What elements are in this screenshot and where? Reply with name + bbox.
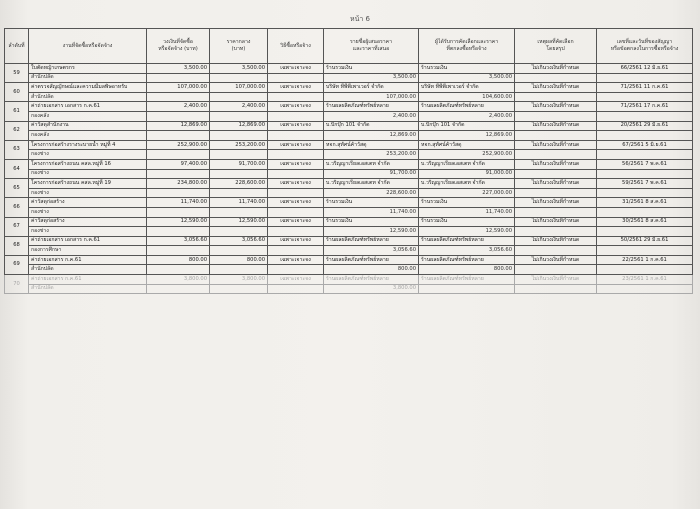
- row-median: 3,056.60: [210, 236, 268, 246]
- row-bidder-price: 3,500.00: [324, 73, 419, 83]
- row-winner-price: 12,590.00: [419, 227, 515, 237]
- header-winner: ผู้ได้รับการคัดเลือกและราคา ที่ตกลงซื้อหรือจ้าง: [419, 29, 515, 64]
- row-median: 3,800.00: [210, 275, 268, 285]
- row-contract: 71/2561 11 ก.ค.61: [597, 83, 693, 93]
- table-row: [5, 121, 693, 131]
- empty-cell: [597, 169, 693, 179]
- row-item: ค่าวัสดุสำนักงาน: [29, 121, 147, 131]
- row-winner: ร้านรวมเงิน: [419, 64, 515, 74]
- row-bidder-price: 3,800.00: [324, 284, 419, 294]
- header-bidders: รายชื่อผู้เสนอราคา และราคาที่เสนอ: [324, 29, 419, 64]
- empty-cell: [268, 227, 324, 237]
- procurement-table: [4, 28, 693, 294]
- row-winner-price: 800.00: [419, 265, 515, 275]
- row-bidder: ร้านรวมเงิน: [324, 64, 419, 74]
- empty-cell: [210, 284, 268, 294]
- row-budget: 3,500.00: [147, 64, 210, 74]
- empty-cell: [268, 207, 324, 217]
- row-no: 63: [5, 140, 29, 159]
- row-reason: ไม่เกินวงเงินที่กำหนด: [515, 140, 597, 150]
- row-no: 66: [5, 198, 29, 217]
- row-reason: ไม่เกินวงเงินที่กำหนด: [515, 83, 597, 93]
- table-row: [5, 102, 693, 112]
- empty-cell: [597, 131, 693, 141]
- table-row-detail: [5, 207, 693, 217]
- row-bidder: ร้านผลผลิตภัณฑ์ทรัพย์หลาย: [324, 102, 419, 112]
- row-contract: 50/2561 29 มิ.ย.61: [597, 236, 693, 246]
- row-no: 69: [5, 255, 29, 274]
- row-item: โครงการก่อสร้างรางระบายน้ำ หมู่ที่ 4: [29, 140, 147, 150]
- row-reason: ไม่เกินวงเงินที่กำหนด: [515, 275, 597, 285]
- row-bidder-price: 2,400.00: [324, 111, 419, 121]
- row-winner: หจก.สุทัศน์ค้าวัสดุ: [419, 140, 515, 150]
- row-winner: บ.วริญญาเรียลเอสเตท จำกัด: [419, 159, 515, 169]
- empty-cell: [268, 188, 324, 198]
- empty-cell: [515, 265, 597, 275]
- row-bidder: ร้านผลผลิตภัณฑ์ทรัพย์หลาย: [324, 275, 419, 285]
- row-department: กองคลัง: [29, 131, 147, 141]
- empty-cell: [147, 111, 210, 121]
- empty-cell: [147, 169, 210, 179]
- empty-cell: [147, 188, 210, 198]
- row-reason: ไม่เกินวงเงินที่กำหนด: [515, 121, 597, 131]
- empty-cell: [515, 73, 597, 83]
- table-row-detail: [5, 169, 693, 179]
- row-bidder-price: 107,000.00: [324, 92, 419, 102]
- table-row: [5, 159, 693, 169]
- row-winner: ร้านผลผลิตภัณฑ์ทรัพย์หลาย: [419, 102, 515, 112]
- table-row: [5, 140, 693, 150]
- empty-cell: [268, 169, 324, 179]
- row-median: 800.00: [210, 255, 268, 265]
- row-contract: 23/2561 1 ก.ค.61: [597, 275, 693, 285]
- row-budget: 234,800.00: [147, 179, 210, 189]
- row-department: กองช่าง: [29, 188, 147, 198]
- table-row-detail: [5, 246, 693, 256]
- row-department: สำนักปลัด: [29, 284, 147, 294]
- header-median: ราคากลาง (บาท): [210, 29, 268, 64]
- empty-cell: [515, 92, 597, 102]
- row-budget: 2,400.00: [147, 102, 210, 112]
- row-median: 91,700.00: [210, 159, 268, 169]
- empty-cell: [210, 131, 268, 141]
- row-winner: ร้านผลผลิตภัณฑ์ทรัพย์หลาย: [419, 236, 515, 246]
- row-median: 12,869.00: [210, 121, 268, 131]
- row-budget: 12,590.00: [147, 217, 210, 227]
- row-method: เฉพาะเจาะจง: [268, 83, 324, 93]
- empty-cell: [268, 284, 324, 294]
- empty-cell: [597, 246, 693, 256]
- empty-cell: [268, 73, 324, 83]
- empty-cell: [597, 73, 693, 83]
- empty-cell: [147, 73, 210, 83]
- row-contract: 20/2561 29 มิ.ย.61: [597, 121, 693, 131]
- row-item: ค่าวัสดุก่อสร้าง: [29, 217, 147, 227]
- empty-cell: [147, 150, 210, 160]
- row-bidder-price: 11,740.00: [324, 207, 419, 217]
- row-department: สำนักปลัด: [29, 92, 147, 102]
- table-row: [5, 198, 693, 208]
- row-department: กองคลัง: [29, 111, 147, 121]
- row-winner-price: 3,056.60: [419, 246, 515, 256]
- row-winner-price: [419, 284, 515, 294]
- row-method: เฉพาะเจาะจง: [268, 236, 324, 246]
- row-winner-price: 11,740.00: [419, 207, 515, 217]
- empty-cell: [268, 131, 324, 141]
- row-winner-price: 91,000.00: [419, 169, 515, 179]
- row-winner: ร้านรวมเงิน: [419, 217, 515, 227]
- empty-cell: [268, 265, 324, 275]
- row-bidder: ร้านผลผลิตภัณฑ์ทรัพย์หลาย: [324, 255, 419, 265]
- header-no: ลำดับที่: [5, 29, 29, 64]
- empty-cell: [268, 246, 324, 256]
- row-winner: บ.วริญญาเรียลเอสเตท จำกัด: [419, 179, 515, 189]
- table-row: [5, 217, 693, 227]
- row-winner: ร้านรวมเงิน: [419, 198, 515, 208]
- row-bidder-price: 12,590.00: [324, 227, 419, 237]
- page-number: หน้า 6: [349, 15, 370, 23]
- empty-cell: [268, 92, 324, 102]
- row-winner: ร้านผลผลิตภัณฑ์ทรัพย์หลาย: [419, 275, 515, 285]
- table-row-detail: [5, 265, 693, 275]
- row-median: 228,600.00: [210, 179, 268, 189]
- table-row: [5, 179, 693, 189]
- row-bidder: บ.วริญญาเรียลเอสเตท จำกัด: [324, 179, 419, 189]
- row-median: 12,590.00: [210, 217, 268, 227]
- row-reason: ไม่เกินวงเงินที่กำหนด: [515, 159, 597, 169]
- row-method: เฉพาะเจาะจง: [268, 217, 324, 227]
- row-bidder: บริษัท ทีพีพีเพาเวอร์ จำกัด: [324, 83, 419, 93]
- empty-cell: [210, 207, 268, 217]
- row-item: ค่าถ่ายเอกสาร ก.ค.61: [29, 275, 147, 285]
- row-department: กองช่าง: [29, 227, 147, 237]
- row-reason: ไม่เกินวงเงินที่กำหนด: [515, 102, 597, 112]
- table-row-detail: [5, 284, 693, 294]
- row-bidder: หจก.สุทัศน์ค้าวัสดุ: [324, 140, 419, 150]
- row-department: กองการศึกษา: [29, 246, 147, 256]
- table-body: [5, 64, 693, 294]
- row-budget: 800.00: [147, 255, 210, 265]
- row-contract: 66/2561 12 มิ.ย.61: [597, 64, 693, 74]
- empty-cell: [515, 284, 597, 294]
- row-budget: 12,869.00: [147, 121, 210, 131]
- header-reason: เหตุผลที่คัดเลือก โดยสรุป: [515, 29, 597, 64]
- row-no: 67: [5, 217, 29, 236]
- row-contract: 56/2561 7 พ.ค.61: [597, 159, 693, 169]
- empty-cell: [147, 227, 210, 237]
- empty-cell: [515, 131, 597, 141]
- row-method: เฉพาะเจาะจง: [268, 64, 324, 74]
- empty-cell: [515, 188, 597, 198]
- empty-cell: [147, 246, 210, 256]
- row-department: กองช่าง: [29, 207, 147, 217]
- row-method: เฉพาะเจาะจง: [268, 179, 324, 189]
- row-reason: ไม่เกินวงเงินที่กำหนด: [515, 179, 597, 189]
- row-contract: 31/2561 8 ส.ค.61: [597, 198, 693, 208]
- row-no: 62: [5, 121, 29, 140]
- row-reason: ไม่เกินวงเงินที่กำหนด: [515, 255, 597, 265]
- row-bidder-price: 228,600.00: [324, 188, 419, 198]
- empty-cell: [147, 265, 210, 275]
- row-method: เฉพาะเจาะจง: [268, 121, 324, 131]
- row-winner-price: 12,869.00: [419, 131, 515, 141]
- row-method: เฉพาะเจาะจง: [268, 198, 324, 208]
- empty-cell: [268, 150, 324, 160]
- empty-cell: [597, 284, 693, 294]
- table-header-row: [5, 29, 693, 64]
- row-bidder: บ.บิ๊กบุ๊ก 101 จำกัด: [324, 121, 419, 131]
- table-row: [5, 236, 693, 246]
- row-method: เฉพาะเจาะจง: [268, 102, 324, 112]
- row-median: 2,400.00: [210, 102, 268, 112]
- row-winner-price: 227,000.00: [419, 188, 515, 198]
- row-winner-price: 252,900.00: [419, 150, 515, 160]
- header-item: งานที่จัดซื้อหรือจัดจ้าง: [29, 29, 147, 64]
- empty-cell: [147, 207, 210, 217]
- row-item: ใบตัดหญ้าเกษตรกร: [29, 64, 147, 74]
- row-item: โครงการก่อสร้างถนน คสล.หมู่ที่ 16: [29, 159, 147, 169]
- empty-cell: [210, 265, 268, 275]
- row-budget: 107,000.00: [147, 83, 210, 93]
- empty-cell: [597, 207, 693, 217]
- row-department: สำนักปลัด: [29, 73, 147, 83]
- empty-cell: [210, 188, 268, 198]
- row-reason: ไม่เกินวงเงินที่กำหนด: [515, 198, 597, 208]
- row-bidder-price: 800.00: [324, 265, 419, 275]
- row-no: 59: [5, 64, 29, 83]
- row-reason: ไม่เกินวงเงินที่กำหนด: [515, 64, 597, 74]
- row-department: สำนักปลัด: [29, 265, 147, 275]
- row-winner-price: 3,500.00: [419, 73, 515, 83]
- row-department: กองช่าง: [29, 150, 147, 160]
- row-winner: ร้านผลผลิตภัณฑ์ทรัพย์หลาย: [419, 255, 515, 265]
- empty-cell: [210, 246, 268, 256]
- row-contract: 30/2561 8 ส.ค.61: [597, 217, 693, 227]
- row-no: 64: [5, 159, 29, 178]
- table-row-detail: [5, 131, 693, 141]
- row-contract: 71/2561 17 ก.ค.61: [597, 102, 693, 112]
- row-no: 60: [5, 83, 29, 102]
- row-budget: 3,056.60: [147, 236, 210, 246]
- table-row-detail: [5, 111, 693, 121]
- row-item: ค่าถ่ายเอกสาร เอกสาร ก.ค.61: [29, 102, 147, 112]
- empty-cell: [210, 92, 268, 102]
- row-median: 107,000.00: [210, 83, 268, 93]
- row-bidder-price: 253,200.00: [324, 150, 419, 160]
- table-row-detail: [5, 227, 693, 237]
- header-contract: เลขที่และวันที่ของสัญญา หรือข้อตกลงในการซื้อหรือจ้าง: [597, 29, 693, 64]
- table-row-detail: [5, 188, 693, 198]
- row-method: เฉพาะเจาะจง: [268, 140, 324, 150]
- row-method: เฉพาะเจาะจง: [268, 275, 324, 285]
- empty-cell: [597, 265, 693, 275]
- row-item: ค่าถ่ายเอกสาร เอกสาร ก.ค.61: [29, 236, 147, 246]
- empty-cell: [515, 150, 597, 160]
- table-row-detail: [5, 92, 693, 102]
- empty-cell: [515, 246, 597, 256]
- row-winner-price: 104,600.00: [419, 92, 515, 102]
- row-item: ค่าวัสดุก่อสร้าง: [29, 198, 147, 208]
- row-item: ค่าตรวจสัญญักษณ์และความมีมลพิษอาหรับ: [29, 83, 147, 93]
- empty-cell: [515, 207, 597, 217]
- row-budget: 97,400.00: [147, 159, 210, 169]
- row-bidder-price: 12,869.00: [324, 131, 419, 141]
- row-budget: 11,740.00: [147, 198, 210, 208]
- empty-cell: [597, 150, 693, 160]
- row-median: 11,740.00: [210, 198, 268, 208]
- empty-cell: [268, 111, 324, 121]
- empty-cell: [210, 169, 268, 179]
- row-no: 65: [5, 179, 29, 198]
- table-row: [5, 255, 693, 265]
- empty-cell: [210, 227, 268, 237]
- empty-cell: [597, 111, 693, 121]
- row-bidder: ร้านรวมเงิน: [324, 217, 419, 227]
- row-no: 68: [5, 236, 29, 255]
- row-reason: ไม่เกินวงเงินที่กำหนด: [515, 236, 597, 246]
- row-method: เฉพาะเจาะจง: [268, 159, 324, 169]
- row-budget: 3,800.00: [147, 275, 210, 285]
- row-item: โครงการก่อสร้างถนน คสล.หมู่ที่ 19: [29, 179, 147, 189]
- empty-cell: [515, 111, 597, 121]
- row-winner-price: 2,400.00: [419, 111, 515, 121]
- empty-cell: [210, 150, 268, 160]
- empty-cell: [147, 131, 210, 141]
- empty-cell: [597, 92, 693, 102]
- table-row: [5, 275, 693, 285]
- row-contract: 22/2561 1 ก.ค.61: [597, 255, 693, 265]
- table-row-detail: [5, 150, 693, 160]
- row-bidder-price: 91,700.00: [324, 169, 419, 179]
- row-median: 253,200.00: [210, 140, 268, 150]
- empty-cell: [147, 92, 210, 102]
- row-winner: บ.บิ๊กบุ๊ก 101 จำกัด: [419, 121, 515, 131]
- row-bidder-price: 3,056.60: [324, 246, 419, 256]
- row-method: เฉพาะเจาะจง: [268, 255, 324, 265]
- row-median: 3,500.00: [210, 64, 268, 74]
- row-bidder: ร้านรวมเงิน: [324, 198, 419, 208]
- table-row-detail: [5, 73, 693, 83]
- row-bidder: บ.วริญญาเรียลเอสเตท จำกัด: [324, 159, 419, 169]
- empty-cell: [597, 227, 693, 237]
- table-row: [5, 64, 693, 74]
- row-winner: บริษัท ทีพีพีเพาเวอร์ จำกัด: [419, 83, 515, 93]
- empty-cell: [210, 73, 268, 83]
- row-contract: 67/2561 5 มิ.ย.61: [597, 140, 693, 150]
- row-budget: 252,900.00: [147, 140, 210, 150]
- row-item: ค่าถ่ายเอกสาร ก.ค.61: [29, 255, 147, 265]
- empty-cell: [147, 284, 210, 294]
- header-method: วิธีซื้อหรือจ้าง: [268, 29, 324, 64]
- header-budget: วงเงินที่จัดซื้อ หรือจัดจ้าง (บาท): [147, 29, 210, 64]
- row-no: 70: [5, 275, 29, 294]
- empty-cell: [597, 188, 693, 198]
- row-department: กองช่าง: [29, 169, 147, 179]
- row-reason: ไม่เกินวงเงินที่กำหนด: [515, 217, 597, 227]
- empty-cell: [515, 169, 597, 179]
- row-no: 61: [5, 102, 29, 121]
- table-row: [5, 83, 693, 93]
- empty-cell: [515, 227, 597, 237]
- row-bidder: ร้านผลผลิตภัณฑ์ทรัพย์หลาย: [324, 236, 419, 246]
- empty-cell: [210, 111, 268, 121]
- row-contract: 59/2561 7 พ.ค.61: [597, 179, 693, 189]
